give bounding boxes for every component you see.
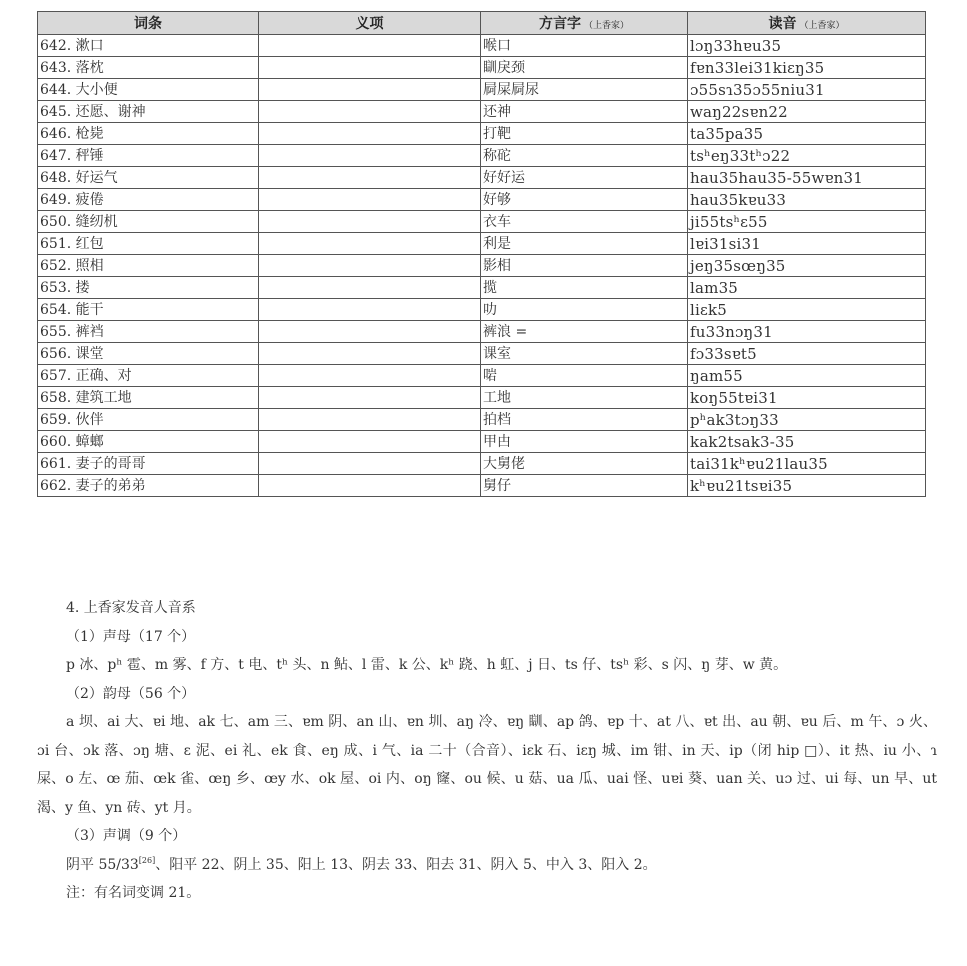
cell-reading: lɐi31si31 [688, 233, 926, 255]
cell-meaning [259, 57, 481, 79]
cell-meaning [259, 321, 481, 343]
header-meaning: 义项 [259, 12, 481, 35]
cell-term: 647. 秤锤 [38, 145, 259, 167]
cell-meaning [259, 233, 481, 255]
cell-reading: tsʰeŋ33tʰɔ22 [688, 145, 926, 167]
cell-reading: fɐn33lei31kiɛŋ35 [688, 57, 926, 79]
cell-dialect: 利是 [481, 233, 688, 255]
table-row [38, 299, 926, 321]
cell-term: 656. 课堂 [38, 343, 259, 365]
cell-term: 652. 照相 [38, 255, 259, 277]
cell-dialect: 影相 [481, 255, 688, 277]
section-title: 4. 上香家发音人音系 [66, 600, 196, 616]
cell-reading: jeŋ35sœŋ35 [688, 255, 926, 277]
cell-meaning [259, 189, 481, 211]
table-row [38, 233, 926, 255]
cell-dialect: 叻 [481, 299, 688, 321]
cell-meaning [259, 211, 481, 233]
table-row [38, 123, 926, 145]
cell-meaning [259, 277, 481, 299]
table-row [38, 365, 926, 387]
cell-meaning [259, 431, 481, 453]
table-header-row [38, 12, 926, 35]
cell-meaning [259, 79, 481, 101]
cell-reading: waŋ22sɐn22 [688, 101, 926, 123]
cell-dialect: 裤浪 = [481, 321, 688, 343]
table-row [38, 431, 926, 453]
cell-term: 654. 能干 [38, 299, 259, 321]
header-reading-note: （上香家） [799, 21, 845, 31]
cell-term: 645. 还愿、谢神 [38, 101, 259, 123]
cell-meaning [259, 343, 481, 365]
cell-dialect: 揽 [481, 277, 688, 299]
table-row [38, 211, 926, 233]
cell-term: 662. 妻子的弟弟 [38, 475, 259, 497]
cell-reading: liɛk5 [688, 299, 926, 321]
cell-meaning [259, 475, 481, 497]
cell-meaning [259, 145, 481, 167]
cell-dialect: 好好运 [481, 167, 688, 189]
cell-term: 650. 缝纫机 [38, 211, 259, 233]
cell-dialect: 啱 [481, 365, 688, 387]
cell-reading: tai31kʰɐu21lau35 [688, 453, 926, 475]
table-row [38, 343, 926, 365]
table-row [38, 255, 926, 277]
finals-heading: （2）韵母（56 个） [66, 685, 196, 702]
cell-reading: fɔ33sɐt5 [688, 343, 926, 365]
cell-reading: ji55tsʰɛ55 [688, 211, 926, 233]
cell-term: 642. 漱口 [38, 35, 259, 57]
cell-term: 651. 红包 [38, 233, 259, 255]
tones-body [0, 851, 967, 880]
cell-meaning [259, 365, 481, 387]
cell-meaning [259, 409, 481, 431]
cell-meaning [259, 35, 481, 57]
cell-meaning [259, 101, 481, 123]
table-row [38, 145, 926, 167]
header-dialect: 方言字 （上香家） [481, 12, 688, 35]
table-row [38, 277, 926, 299]
initials-heading: （1）声母（17 个） [66, 628, 196, 645]
cell-term: 659. 伙伴 [38, 409, 259, 431]
cell-term: 644. 大小便 [38, 79, 259, 101]
cell-reading: hau35hau35-55wɐn31 [688, 167, 926, 189]
cell-reading: lam35 [688, 277, 926, 299]
initials-body: p 冰、pʰ 雹、m 雾、f 方、t 电、tʰ 头、n 鲇、l 雷、k 公、kʰ 跷、h 虹、j 日、ts 仔、tsʰ 彩、s 闪、ŋ 芽、w 黄。 [66, 657, 788, 673]
table-body [38, 35, 926, 497]
cell-dialect: 工地 [481, 387, 688, 409]
cell-dialect: 好够 [481, 189, 688, 211]
table-row [38, 167, 926, 189]
header-dialect-note: （上香家） [583, 21, 629, 31]
cell-dialect: 课室 [481, 343, 688, 365]
cell-meaning [259, 453, 481, 475]
cell-reading: ta35pa35 [688, 123, 926, 145]
cell-reading: pʰak3tɔŋ33 [688, 409, 926, 431]
cell-reading: kak2tsak3-35 [688, 431, 926, 453]
table-row [38, 189, 926, 211]
tones-text-end: 、阳平 22、阴上 35、阳上 13、阴去 33、阳去 31、阴入 5、中入 3、阳入 2。 [155, 856, 657, 873]
cell-dialect: 喉口 [481, 35, 688, 57]
table-row [38, 409, 926, 431]
finals-body: a 坝、ai 大、ɐi 地、ak 七、am 三、ɐm 阴、an 山、ɐn 圳、aŋ 冷、ɐŋ 瞓、ap 鸽、ɐp 十、at 八、ɐt 出、au 朝、ɐu 后、m 午、ɔ 火、ɔi 台、ɔk 落、ɔŋ 塘、ɛ 泥、ei 礼、ek 食、eŋ 成、i 气、ia 二十（合音）、iɛk 石、iɛŋ 城、im 钳、in 天、ip（闭 hip □）、it 热、iu 小、ɿ 屎、o 左、œ 茄、œk 雀、œŋ 乡、œy 水、ok 屋、oi 内、oŋ 窿、ou 候、u 菇、ua 瓜、uai 怪、uɐi 葵、uan 关、uɔ 过、ui 每、un 早、ut 渴、y 鱼、yn 砖、yt 月。 [37, 714, 937, 816]
cell-dialect: 大舅佬 [481, 453, 688, 475]
cell-reading: kʰɐu21tsɐi35 [688, 475, 926, 497]
tones-text-start: 阴平 55/33 [66, 856, 139, 873]
cell-reading: ɔ55sɿ35ɔ55niu31 [688, 79, 926, 101]
cell-term: 646. 枪毙 [38, 123, 259, 145]
cell-meaning [259, 123, 481, 145]
citation-ref[interactable]: [26] [138, 855, 156, 865]
cell-term: 648. 好运气 [38, 167, 259, 189]
tone-note: 注：有名词变调 21。 [66, 885, 201, 901]
cell-term: 643. 落枕 [38, 57, 259, 79]
cell-dialect: 舅仔 [481, 475, 688, 497]
header-reading: 读音 （上香家） [688, 12, 926, 35]
cell-reading: ŋam55 [688, 365, 926, 387]
cell-term: 660. 蟑螂 [38, 431, 259, 453]
table-row [38, 453, 926, 475]
table-row [38, 101, 926, 123]
cell-meaning [259, 255, 481, 277]
table-row [38, 387, 926, 409]
vocabulary-table [37, 11, 926, 497]
cell-term: 655. 裤裆 [38, 321, 259, 343]
table-row [38, 475, 926, 497]
cell-dialect: 称砣 [481, 145, 688, 167]
cell-term: 653. 搂 [38, 277, 259, 299]
cell-reading: hau35kɐu33 [688, 189, 926, 211]
header-term: 词条 [38, 12, 259, 35]
cell-dialect: 拍档 [481, 409, 688, 431]
tones-heading: （3）声调（9 个） [66, 828, 187, 844]
cell-meaning [259, 299, 481, 321]
cell-dialect: 屙屎屙尿 [481, 79, 688, 101]
cell-dialect: 打靶 [481, 123, 688, 145]
cell-dialect: 甲甴 [481, 431, 688, 453]
cell-reading: koŋ55tɐi31 [688, 387, 926, 409]
cell-dialect: 衣车 [481, 211, 688, 233]
table-row [38, 57, 926, 79]
cell-term: 658. 建筑工地 [38, 387, 259, 409]
table-row [38, 35, 926, 57]
table-row [38, 79, 926, 101]
cell-reading: lɔŋ33hɐu35 [688, 35, 926, 57]
cell-term: 661. 妻子的哥哥 [38, 453, 259, 475]
cell-meaning [259, 167, 481, 189]
cell-reading: fu33nɔŋ31 [688, 321, 926, 343]
table-row [38, 321, 926, 343]
cell-term: 657. 正确、对 [38, 365, 259, 387]
cell-meaning [259, 387, 481, 409]
cell-term: 649. 疲倦 [38, 189, 259, 211]
phonology-section [0, 594, 967, 908]
cell-dialect: 还神 [481, 101, 688, 123]
cell-dialect: 瞓戾颈 [481, 57, 688, 79]
